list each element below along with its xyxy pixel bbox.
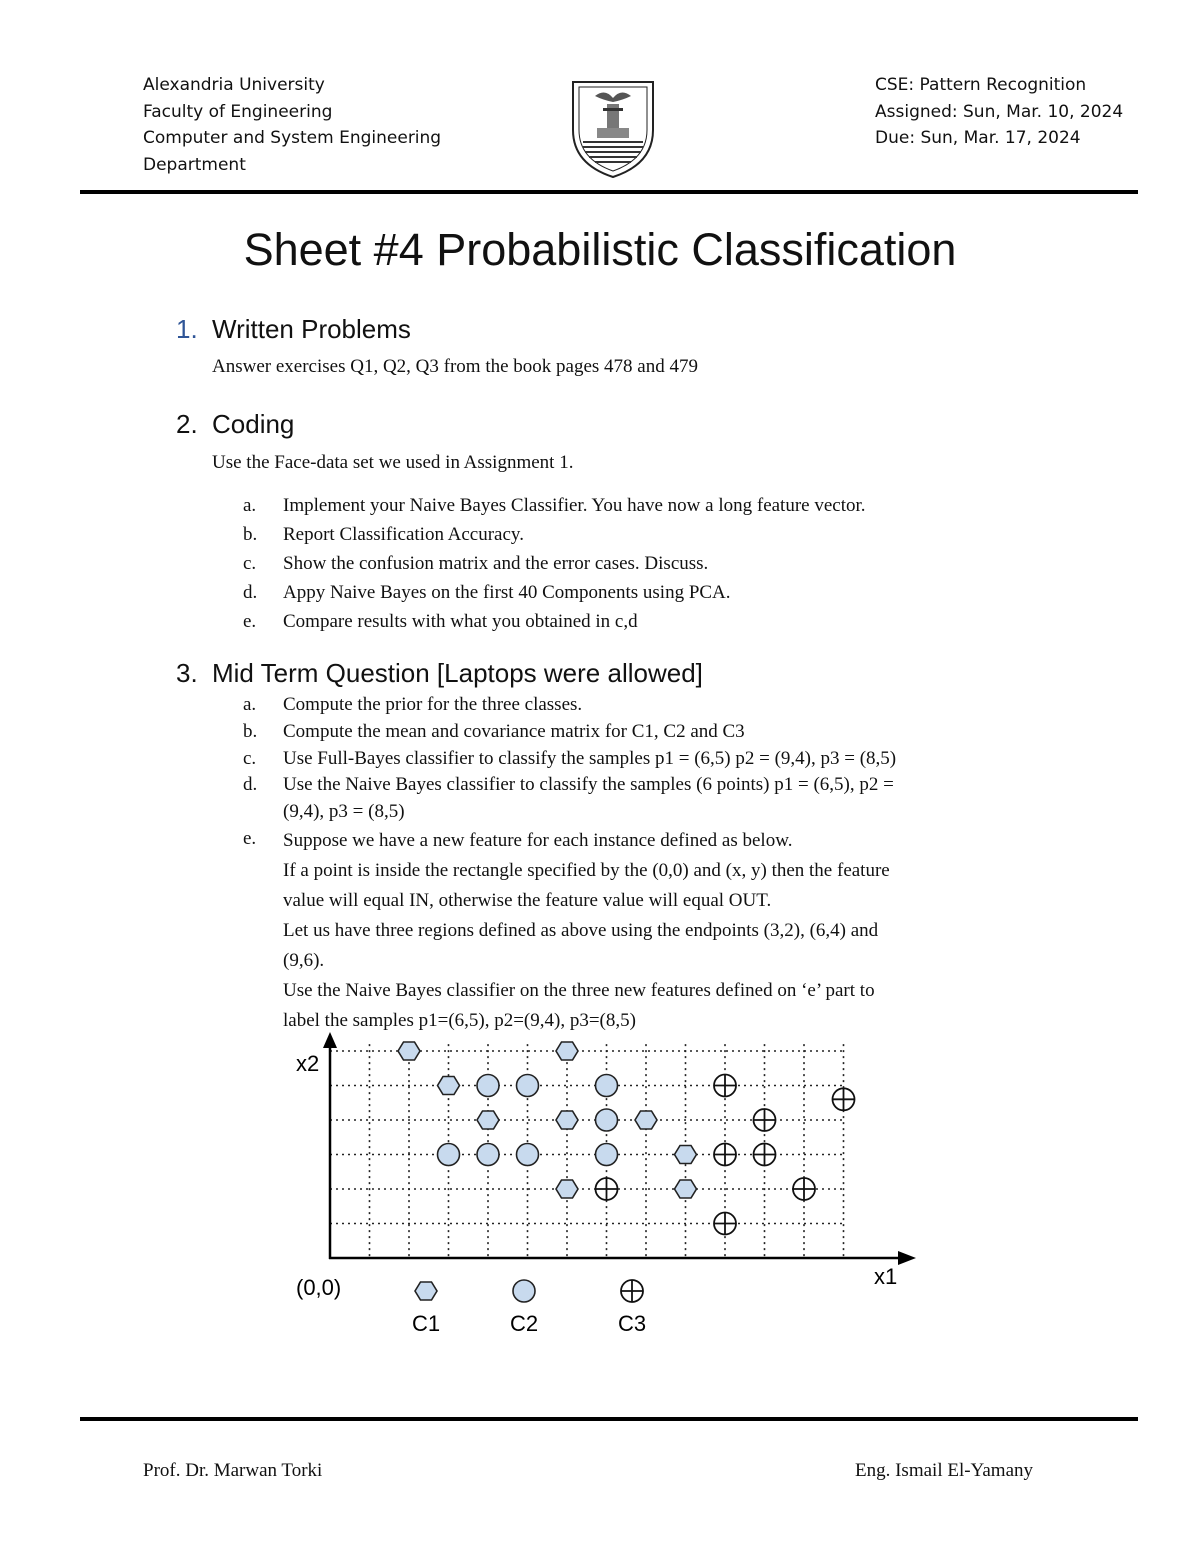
data-point-c2 xyxy=(477,1075,499,1097)
section-number: 3. xyxy=(176,658,198,688)
data-point-c3 xyxy=(714,1075,736,1097)
data-point-c1 xyxy=(556,1180,578,1198)
list-marker: c. xyxy=(243,747,257,769)
legend-label-c2: C2 xyxy=(509,1311,539,1336)
data-point-c3 xyxy=(714,1213,736,1235)
page-title: Sheet #4 Probabilistic Classification xyxy=(243,224,957,275)
data-point-c2 xyxy=(517,1075,539,1097)
list-marker: a. xyxy=(243,694,257,715)
list-item-text: Report Classification Accuracy. xyxy=(283,524,524,545)
list-item-text: Compare results with what you obtained in c,d xyxy=(283,611,638,632)
data-point-c2 xyxy=(517,1144,539,1166)
section-number: 2. xyxy=(176,409,198,439)
list-item-text: Compute the prior for the three classes. xyxy=(283,694,583,715)
data-point-c1 xyxy=(477,1111,499,1129)
data-point-c1 xyxy=(398,1042,420,1060)
list-item-text: If a point is inside the rectangle specified by the (0,0) and (x, y) then the feature xyxy=(283,859,890,881)
section-title: Mid Term Question [Laptops were allowed] xyxy=(212,658,703,688)
chart-marks xyxy=(398,1042,855,1235)
institution-line: Department xyxy=(143,154,246,175)
professor-name: Prof. Dr. Marwan Torki xyxy=(143,1460,323,1481)
legend-marker-c3 xyxy=(621,1280,643,1302)
institution-line: Faculty of Engineering xyxy=(143,101,333,122)
data-point-c3 xyxy=(833,1088,855,1110)
list-item-text: Use Full-Bayes classifier to classify the samples p1 = (6,5) p2 = (9,4), p3 = (8,5) xyxy=(283,747,897,769)
data-point-c3 xyxy=(754,1144,776,1166)
section-text: Use the Face-data set we used in Assignment 1. xyxy=(212,452,574,473)
section-text: Answer exercises Q1, Q2, Q3 from the book pages 478 and 479 xyxy=(212,356,698,377)
list-item-text: Show the confusion matrix and the error cases. Discuss. xyxy=(283,553,709,574)
legend-label-c3: C3 xyxy=(617,1311,647,1336)
data-point-c2 xyxy=(596,1109,618,1131)
list-item-text: Compute the mean and covariance matrix for C1, C2 and C3 xyxy=(283,720,745,742)
list-item-text: Use the Naive Bayes classifier to classify the samples (6 points) p1 = (6,5), p2 = xyxy=(283,774,894,796)
list-item-text: Appy Naive Bayes on the first 40 Components using PCA. xyxy=(283,582,731,603)
assigned-date: Assigned: Sun, Mar. 10, 2024 xyxy=(875,101,1124,122)
list-marker: b. xyxy=(243,524,258,545)
list-item-text: Suppose we have a new feature for each instance defined as below. xyxy=(283,829,793,851)
list-marker: d. xyxy=(243,774,258,796)
data-point-c2 xyxy=(477,1144,499,1166)
section-title: Coding xyxy=(212,409,295,439)
list-marker: c. xyxy=(243,553,257,574)
data-point-c3 xyxy=(754,1109,776,1131)
y-axis-arrow xyxy=(323,1032,337,1048)
institution-line: Computer and System Engineering xyxy=(143,128,442,148)
legend-marker-c1 xyxy=(415,1282,437,1300)
engineer-name: Eng. Ismail El-Yamany xyxy=(855,1460,1034,1481)
list-item-text: Use the Naive Bayes classifier on the three new features defined on ‘e’ part to xyxy=(283,979,875,1001)
data-point-c1 xyxy=(675,1180,697,1198)
list-marker: d. xyxy=(243,582,258,603)
list-marker: e. xyxy=(243,827,257,849)
x-axis-label: x1 xyxy=(874,1264,898,1289)
chart-legend xyxy=(412,1280,646,1336)
list-marker: e. xyxy=(243,611,257,632)
data-point-c3 xyxy=(714,1144,736,1166)
data-point-c3 xyxy=(596,1178,618,1200)
due-date: Due: Sun, Mar. 17, 2024 xyxy=(875,128,1081,148)
course-name: CSE: Pattern Recognition xyxy=(875,75,1087,95)
data-point-c2 xyxy=(596,1144,618,1166)
list-item-text: (9,4), p3 = (8,5) xyxy=(283,801,405,823)
institution-line: Alexandria University xyxy=(143,75,325,95)
origin-label: (0,0) xyxy=(296,1275,342,1300)
data-point-c1 xyxy=(438,1077,460,1095)
section-number: 1. xyxy=(176,314,198,344)
x-axis-arrow xyxy=(898,1251,916,1265)
data-point-c1 xyxy=(635,1111,657,1129)
legend-label-c1: C1 xyxy=(411,1311,441,1336)
list-marker: b. xyxy=(243,720,258,742)
data-point-c1 xyxy=(556,1111,578,1129)
data-point-c2 xyxy=(438,1144,460,1166)
legend-marker-c2 xyxy=(513,1280,535,1302)
section-title: Written Problems xyxy=(212,314,411,344)
data-point-c1 xyxy=(556,1042,578,1060)
list-marker: a. xyxy=(243,495,257,516)
y-axis-label: x2 xyxy=(296,1051,320,1076)
list-item-text: Implement your Naive Bayes Classifier. You have now a long feature vector. xyxy=(283,495,866,516)
list-item-text: Let us have three regions defined as above using the endpoints (3,2), (6,4) and xyxy=(283,919,879,941)
data-point-c2 xyxy=(596,1075,618,1097)
data-point-c1 xyxy=(675,1146,697,1164)
chart-axes xyxy=(323,1032,916,1265)
footer-divider xyxy=(80,1417,1138,1421)
data-point-c3 xyxy=(793,1178,815,1200)
list-item-text: label the samples p1=(6,5), p2=(9,4), p3=(8,5) xyxy=(283,1009,636,1031)
list-item-text: value will equal IN, otherwise the feature value will equal OUT. xyxy=(283,889,772,911)
list-item-text: (9,6). xyxy=(283,949,325,971)
